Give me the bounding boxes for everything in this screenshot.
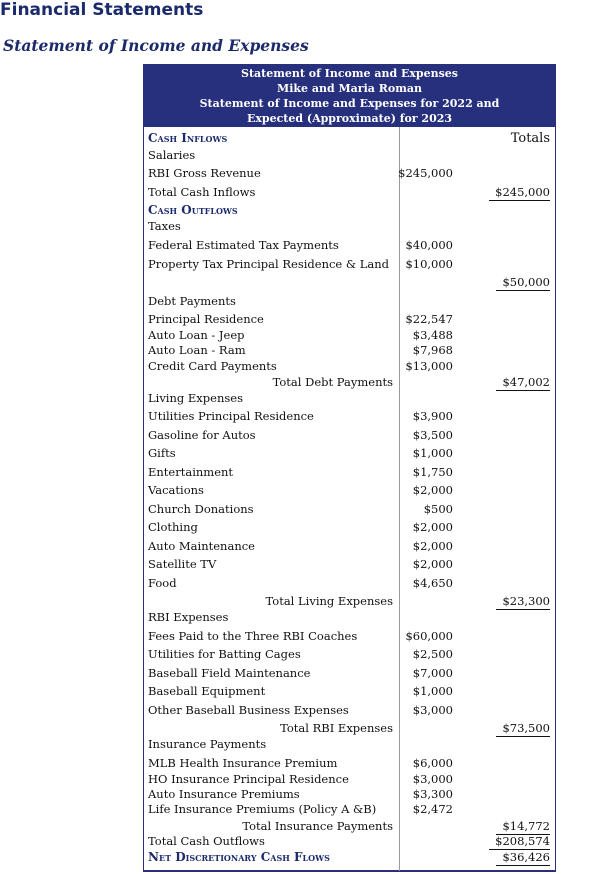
table-row xyxy=(144,148,555,165)
row-label: Church Donations xyxy=(148,502,254,516)
row-amount: $3,500 xyxy=(412,428,453,442)
row-amount: $245,000 xyxy=(398,166,453,180)
row-total: Totals xyxy=(510,131,550,146)
table-row xyxy=(144,850,555,867)
table-row xyxy=(144,483,555,500)
table-row xyxy=(144,594,555,611)
row-label: Salaries xyxy=(148,148,196,162)
table-row xyxy=(144,666,555,683)
table-row xyxy=(144,375,555,392)
row-amount: $500 xyxy=(423,502,453,516)
row-amount: $2,000 xyxy=(412,539,453,553)
row-total: $36,426 xyxy=(496,850,550,866)
row-label: Net Discretionary Cash Flows xyxy=(148,850,330,864)
row-label: Gifts xyxy=(148,446,176,460)
row-amount: $7,968 xyxy=(412,343,453,357)
row-label: Fees Paid to the Three RBI Coaches xyxy=(148,629,358,643)
row-label: Insurance Payments xyxy=(148,737,267,751)
table-row xyxy=(144,312,555,329)
table-row xyxy=(144,721,555,738)
row-amount: $1,000 xyxy=(412,446,453,460)
row-label: Vacations xyxy=(148,483,204,497)
table-row xyxy=(144,203,555,220)
page-title: Financial Statements xyxy=(0,0,204,20)
row-label: Total Living Expenses xyxy=(265,594,393,608)
row-amount: $3,300 xyxy=(412,787,453,801)
row-amount: $7,000 xyxy=(412,666,453,680)
row-label: Gasoline for Autos xyxy=(148,428,256,442)
table-row xyxy=(144,238,555,255)
row-amount: $6,000 xyxy=(412,756,453,770)
row-label: Debt Payments xyxy=(148,294,236,308)
row-label: Baseball Field Maintenance xyxy=(148,666,311,680)
table-row xyxy=(144,166,555,183)
row-total: $47,002 xyxy=(496,375,550,391)
row-label: MLB Health Insurance Premium xyxy=(148,756,338,770)
table-row xyxy=(144,703,555,720)
table-row xyxy=(144,834,555,851)
table-title-line: Statement of Income and Expenses for 2022 and xyxy=(199,97,500,110)
row-amount: $3,000 xyxy=(412,772,453,786)
table-row xyxy=(144,647,555,664)
row-label: Auto Maintenance xyxy=(148,539,255,553)
row-total: $245,000 xyxy=(489,185,550,201)
row-amount: $3,488 xyxy=(412,328,453,342)
table-row xyxy=(144,409,555,426)
table-title-line: Mike and Maria Roman xyxy=(277,82,422,95)
row-label: Food xyxy=(148,576,177,590)
table-row xyxy=(144,294,555,311)
table-row xyxy=(144,359,555,376)
row-label: Total Cash Outflows xyxy=(148,834,265,848)
table-row xyxy=(144,502,555,519)
table-row xyxy=(144,520,555,537)
row-label: Total RBI Expenses xyxy=(280,721,393,735)
table-row xyxy=(144,629,555,646)
row-label: Entertainment xyxy=(148,465,234,479)
row-amount: $4,650 xyxy=(412,576,453,590)
table-header xyxy=(144,65,555,127)
table-row xyxy=(144,802,555,819)
row-amount: $40,000 xyxy=(405,238,453,252)
row-label: Total Insurance Payments xyxy=(242,819,393,833)
table-row xyxy=(144,756,555,773)
row-amount: $13,000 xyxy=(405,359,453,373)
row-label: Other Baseball Business Expenses xyxy=(148,703,349,717)
table-row xyxy=(144,391,555,408)
row-label: Living Expenses xyxy=(148,391,243,405)
row-label: RBI Gross Revenue xyxy=(148,166,261,180)
row-amount: $1,750 xyxy=(412,465,453,479)
row-label: Utilities Principal Residence xyxy=(148,409,314,423)
row-label: Cash Outflows xyxy=(148,203,238,217)
table-row xyxy=(144,610,555,627)
table-row xyxy=(144,557,555,574)
table-row xyxy=(144,576,555,593)
row-total: $73,500 xyxy=(496,721,550,737)
table-title-line: Expected (Approximate) for 2023 xyxy=(246,112,453,125)
table-row xyxy=(144,539,555,556)
table-row xyxy=(144,684,555,701)
row-amount: $3,000 xyxy=(412,703,453,717)
row-label: RBI Expenses xyxy=(148,610,229,624)
row-label: Principal Residence xyxy=(148,312,264,326)
row-amount: $10,000 xyxy=(405,257,453,271)
row-label: Satellite TV xyxy=(148,557,217,571)
row-amount: $22,547 xyxy=(405,312,453,326)
row-total: $14,772 xyxy=(496,819,550,835)
table-row xyxy=(144,219,555,236)
row-label: Property Tax Principal Residence & Land xyxy=(148,257,390,271)
row-label: Total Debt Payments xyxy=(272,375,393,389)
table-row xyxy=(144,257,555,274)
row-amount: $2,000 xyxy=(412,520,453,534)
row-total: $50,000 xyxy=(496,275,550,291)
row-label: Credit Card Payments xyxy=(148,359,277,373)
row-label: Taxes xyxy=(148,219,181,233)
row-amount: $2,500 xyxy=(412,647,453,661)
row-label: Auto Insurance Premiums xyxy=(148,787,300,801)
row-label: Auto Loan - Ram xyxy=(148,343,246,357)
row-label: Utilities for Batting Cages xyxy=(148,647,301,661)
row-label: Total Cash Inflows xyxy=(148,185,256,199)
table-row xyxy=(144,446,555,463)
row-label: Life Insurance Premiums (Policy A &B) xyxy=(148,802,377,816)
row-label: Cash Inflows xyxy=(148,131,228,145)
table-row xyxy=(144,275,555,292)
row-total: $23,300 xyxy=(496,594,550,610)
table-row xyxy=(144,465,555,482)
page-subtitle: Statement of Income and Expenses xyxy=(3,36,309,55)
table-title-line: Statement of Income and Expenses xyxy=(241,67,458,80)
row-amount: $2,000 xyxy=(412,483,453,497)
table-row xyxy=(144,737,555,754)
row-amount: $1,000 xyxy=(412,684,453,698)
row-label: Auto Loan - Jeep xyxy=(148,328,245,342)
row-label: Baseball Equipment xyxy=(148,684,266,698)
table-row xyxy=(144,343,555,360)
row-amount: $3,900 xyxy=(412,409,453,423)
row-total: $208,574 xyxy=(489,834,550,850)
row-amount: $2,472 xyxy=(412,802,453,816)
table-row xyxy=(144,131,555,148)
row-label: HO Insurance Principal Residence xyxy=(148,772,349,786)
row-label: Federal Estimated Tax Payments xyxy=(148,238,339,252)
row-amount: $2,000 xyxy=(412,557,453,571)
table-row xyxy=(144,428,555,445)
table-row xyxy=(144,185,555,202)
row-label: Clothing xyxy=(148,520,198,534)
row-amount: $60,000 xyxy=(405,629,453,643)
